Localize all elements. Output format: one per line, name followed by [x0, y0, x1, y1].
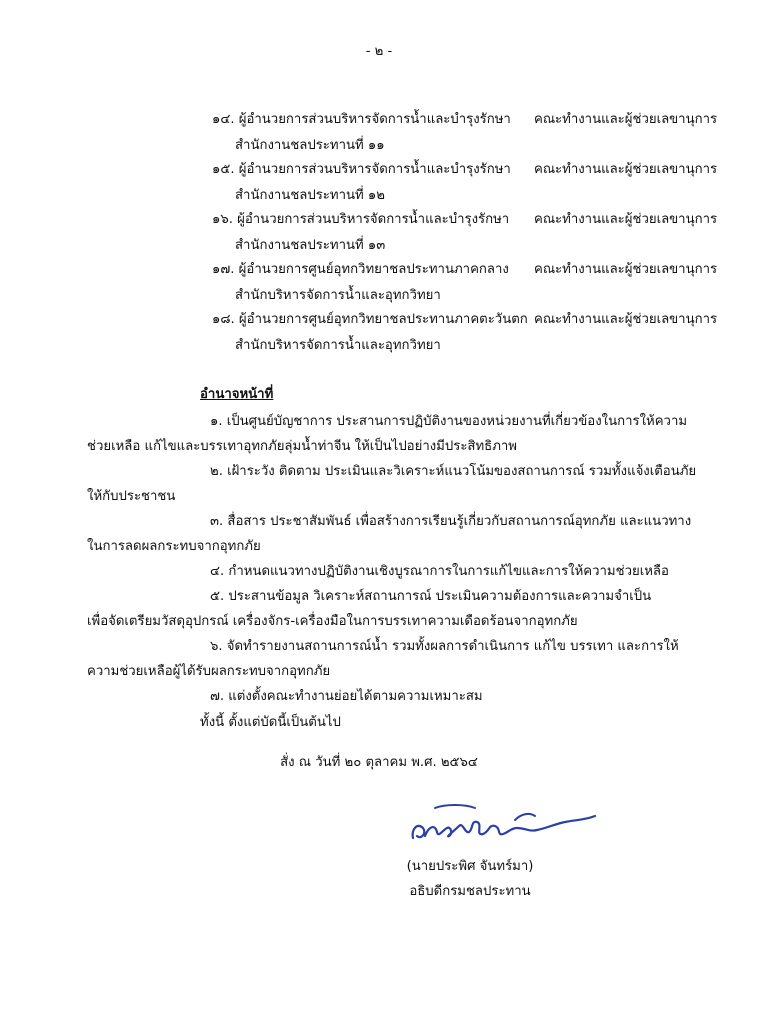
duties-heading: อำนาจหน้าที่: [200, 387, 274, 402]
signer-title: อธิบดีกรมชลประทาน: [409, 884, 531, 899]
duty-line-cont: ความช่วยเหลือผู้ได้รับผลกระทบจากอุทกภัย: [87, 664, 331, 679]
member-role: คณะทำงานและผู้ช่วยเลขานุการ: [534, 112, 718, 127]
duty-line: ๑. เป็นศูนย์บัญชาการ ประสานการปฏิบัติงานของหน่วยงานที่เกี่ยวข้องในการให้ความ: [210, 414, 688, 429]
duty-line: ๔. กำหนดแนวทางปฏิบัติงานเชิงบูรณาการในการแก้ไขและการให้ความช่วยเหลือ: [210, 564, 669, 579]
duty-line-cont: ในการลดผลกระทบจากอุทกภัย: [87, 539, 261, 554]
member-role: คณะทำงานและผู้ช่วยเลขานุการ: [534, 312, 718, 327]
member-office: สำนักบริหารจัดการน้ำและอุทกวิทยา: [235, 288, 441, 303]
member-office: สำนักบริหารจัดการน้ำและอุทกวิทยา: [235, 338, 441, 353]
order-date: สั่ง ณ วันที่ ๒๐ ตุลาคม พ.ศ. ๒๕๖๔: [280, 755, 478, 770]
duty-line-cont: ช่วยเหลือ แก้ไขและบรรเทาอุทกภัยลุ่มน้ำท่าจีน ให้เป็นไปอย่างมีประสิทธิภาพ: [87, 439, 517, 454]
duty-line: ๒. เฝ้าระวัง ติดตาม ประเมินและวิเคราะห์แนวโน้มของสถานการณ์ รวมทั้งแจ้งเตือนภัย: [210, 464, 697, 479]
signer-name: (นายประพิศ จันทร์มา): [406, 859, 534, 874]
effective-line: ทั้งนี้ ตั้งแต่บัดนี้เป็นต้นไป: [200, 715, 341, 730]
member-position: ๑๗. ผู้อำนวยการศูนย์อุทกวิทยาชลประทานภาคกลาง: [212, 262, 509, 277]
member-role: คณะทำงานและผู้ช่วยเลขานุการ: [534, 162, 718, 177]
member-office: สำนักงานชลประทานที่ ๑๓: [235, 238, 386, 253]
member-role: คณะทำงานและผู้ช่วยเลขานุการ: [534, 262, 718, 277]
member-office: สำนักงานชลประทานที่ ๑๑: [235, 138, 385, 153]
duty-line-cont: ให้กับประชาชน: [87, 489, 176, 504]
duty-line: ๖. จัดทำรายงานสถานการณ์น้ำ รวมทั้งผลการดำเนินการ แก้ไข บรรเทา และการให้: [210, 639, 679, 654]
page-number: - ๒ -: [365, 44, 393, 59]
duty-line: ๕. ประสานข้อมูล วิเคราะห์สถานการณ์ ประเมินความต้องการและความจำเป็น: [210, 589, 652, 604]
member-position: ๑๖. ผู้อำนวยการส่วนบริหารจัดการน้ำและบำรุงรักษา: [212, 212, 510, 227]
duty-line-cont: เพื่อจัดเตรียมวัสดุอุปกรณ์ เครื่องจักร-เครื่องมือในการบรรเทาความเดือดร้อนจากอุทกภัย: [87, 614, 578, 629]
duty-line: ๗. แต่งตั้งคณะทำงานย่อยได้ตามความเหมาะสม: [210, 689, 483, 704]
member-position: ๑๕. ผู้อำนวยการส่วนบริหารจัดการน้ำและบำรุงรักษา: [212, 162, 511, 177]
member-position: ๑๘. ผู้อำนวยการศูนย์อุทกวิทยาชลประทานภาคตะวันตก: [212, 312, 528, 327]
member-position: ๑๔. ผู้อำนวยการส่วนบริหารจัดการน้ำและบำรุงรักษา: [212, 112, 511, 127]
member-role: คณะทำงานและผู้ช่วยเลขานุการ: [534, 212, 718, 227]
signature-image: [405, 800, 605, 850]
duty-line: ๓. สื่อสาร ประชาสัมพันธ์ เพื่อสร้างการเรียนรู้เกี่ยวกับสถานการณ์อุทกภัย และแนวทาง: [210, 514, 692, 529]
member-office: สำนักงานชลประทานที่ ๑๒: [235, 188, 385, 203]
